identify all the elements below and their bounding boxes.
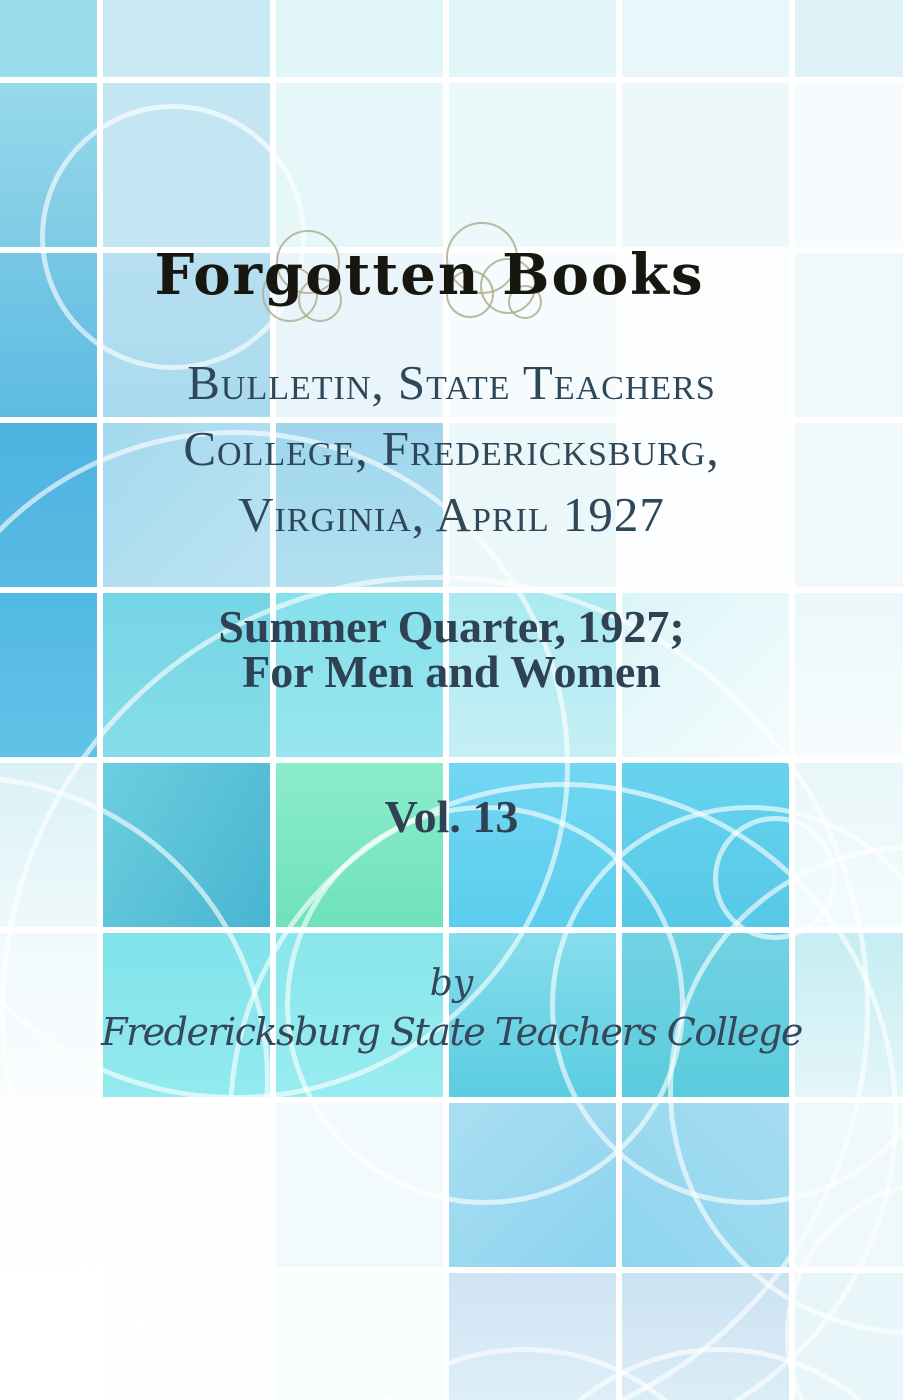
book-title — [0, 350, 903, 548]
bg-cell — [103, 0, 270, 77]
title-line-2: College, Fredericksburg, — [183, 421, 720, 476]
bg-cell — [622, 763, 789, 927]
bg-cell — [103, 763, 270, 927]
bg-cell — [276, 83, 443, 247]
bg-cell — [0, 763, 97, 927]
bg-cell — [449, 763, 616, 927]
byline — [0, 962, 903, 1056]
title-line-3: Virginia, April 1927 — [238, 487, 665, 542]
bg-cell — [0, 1103, 97, 1267]
bg-cell — [795, 83, 903, 247]
bg-cell — [449, 1103, 616, 1267]
bg-cell — [449, 83, 616, 247]
bg-cell — [622, 1273, 789, 1400]
publisher-logo-text: Forgotten Books — [154, 242, 705, 308]
bg-cell — [103, 1273, 270, 1400]
volume-label: Vol. 13 — [384, 791, 519, 842]
bg-cell — [0, 0, 97, 77]
author-name: Fredericksburg State Teachers College — [101, 1010, 802, 1054]
bg-cell — [103, 1103, 270, 1267]
bg-cell — [276, 0, 443, 77]
publisher-logo — [0, 236, 881, 314]
bg-cell — [0, 83, 97, 247]
book-subtitle — [0, 601, 903, 697]
subtitle-line-2: For Men and Women — [242, 646, 661, 697]
bg-cell — [449, 0, 616, 77]
bg-cell — [622, 83, 789, 247]
bg-cell — [449, 1273, 616, 1400]
bg-cell — [795, 763, 903, 927]
subtitle-line-1: Summer Quarter, 1927; — [218, 601, 685, 652]
bg-cell — [795, 0, 903, 77]
bg-cell — [795, 1103, 903, 1267]
bg-cell — [622, 0, 789, 77]
title-line-1: Bulletin, State Teachers — [187, 355, 716, 410]
bg-cell — [795, 1273, 903, 1400]
bg-cell — [103, 83, 270, 247]
bg-cell — [276, 763, 443, 927]
bg-cell — [0, 1273, 97, 1400]
by-label: by — [429, 963, 474, 1004]
bg-cell — [276, 1103, 443, 1267]
bg-cell — [622, 1103, 789, 1267]
bg-cell — [276, 1273, 443, 1400]
